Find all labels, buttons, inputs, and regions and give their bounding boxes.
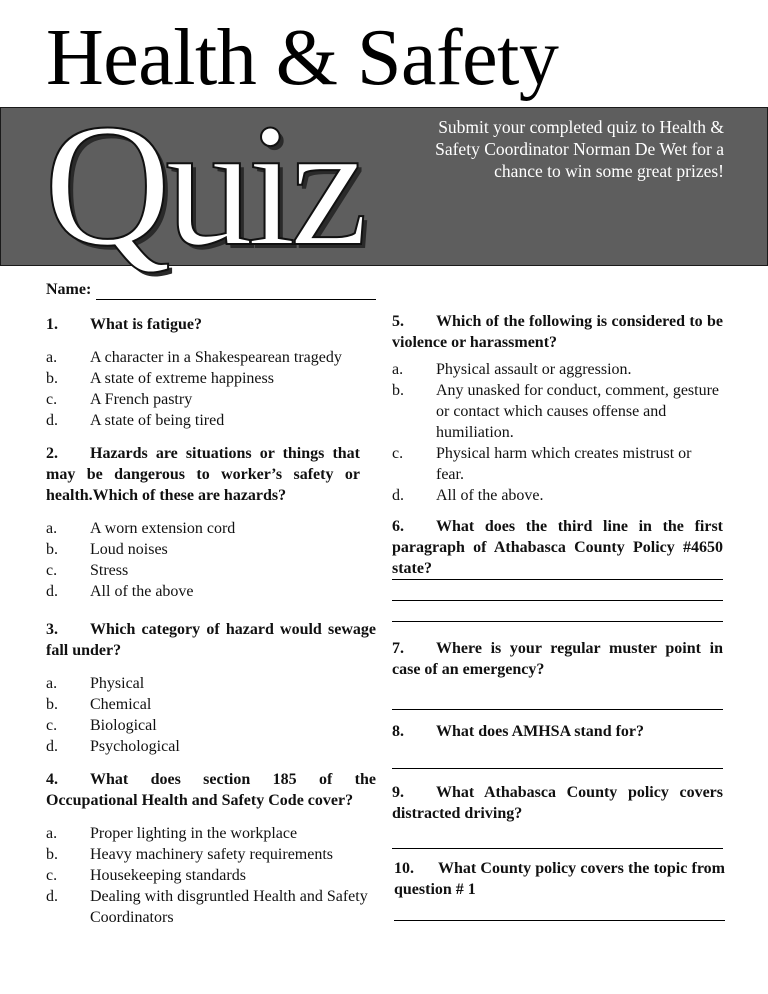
option-a[interactable]: a. Physical assault or aggression. <box>392 361 632 378</box>
option-c[interactable]: c. Stress <box>46 562 129 579</box>
option-c[interactable]: c. Housekeeping standards <box>46 867 246 884</box>
answer-line-6-3[interactable] <box>392 621 723 622</box>
question-8 <box>392 721 723 742</box>
name-label: Name: <box>46 281 92 298</box>
option-a[interactable]: a. Proper lighting in the workplace <box>46 825 298 842</box>
question-number: 1. <box>46 316 58 333</box>
question-1 <box>46 314 376 431</box>
option-b[interactable]: b. Loud noises <box>46 541 168 558</box>
option-d[interactable]: d. Psychological <box>46 738 180 755</box>
question-9 <box>392 782 723 824</box>
question-7 <box>392 638 723 680</box>
question-text: What is fatigue? <box>90 316 202 333</box>
answer-line-7[interactable] <box>392 709 723 710</box>
question-text: What does AMHSA stand for? <box>436 723 645 740</box>
question-text: Where is your regular muster point in case of an emergency? <box>392 640 723 678</box>
question-text: What does the third line in the first paragraph of Athabasca County Policy #4650 state? <box>392 518 723 577</box>
option-c[interactable]: c. Physical harm which creates mistrust or fear. <box>392 445 692 483</box>
answer-line-6-1[interactable] <box>392 579 723 580</box>
option-c[interactable]: c. A French pastry <box>46 391 193 408</box>
banner-text: Submit your completed quiz to Health & Safety Coordinator Norman De Wet for a chance to win some great prizes! <box>435 117 724 181</box>
question-text: What Athabasca County policy covers distracted driving? <box>392 784 723 822</box>
question-number: 8. <box>392 723 404 740</box>
option-d[interactable]: d. All of the above. <box>392 487 544 504</box>
name-field[interactable] <box>96 299 376 300</box>
quiz-word: Quiz <box>44 88 363 283</box>
question-text: What does section 185 of the Occupational Health and Safety Code cover? <box>46 771 376 809</box>
question-number: 10. <box>394 860 414 877</box>
option-b[interactable]: b. A state of extreme happiness <box>46 370 274 387</box>
question-4 <box>46 769 376 928</box>
question-number: 7. <box>392 640 404 657</box>
question-number: 9. <box>392 784 404 801</box>
answer-line-9[interactable] <box>392 848 723 849</box>
question-number: 6. <box>392 518 404 535</box>
option-d[interactable]: d. Dealing with disgruntled Health and Safety Coordinators <box>46 888 368 926</box>
question-text: Which of the following is considered to be violence or harassment? <box>392 313 723 351</box>
page-title: Health & Safety <box>46 14 559 102</box>
answer-line-6-2[interactable] <box>392 600 723 601</box>
option-c[interactable]: c. Biological <box>46 717 157 734</box>
question-number: 2. <box>46 445 58 462</box>
answer-line-8[interactable] <box>392 768 723 769</box>
question-number: 4. <box>46 771 58 788</box>
option-d[interactable]: d. All of the above <box>46 583 194 600</box>
question-2 <box>46 443 360 602</box>
question-6 <box>392 516 723 579</box>
question-number: 3. <box>46 621 58 638</box>
option-b[interactable]: b. Heavy machinery safety requirements <box>46 846 334 863</box>
option-b[interactable]: b. Chemical <box>46 696 152 713</box>
answer-line-10[interactable] <box>394 920 725 921</box>
question-text: Hazards are situations or things that may be dangerous to worker’s safety or health.Which of these are hazards? <box>46 445 360 504</box>
question-text: What County policy covers the topic from question # 1 <box>394 860 725 898</box>
option-a[interactable]: a. A worn extension cord <box>46 520 236 537</box>
option-a[interactable]: a. Physical <box>46 675 145 692</box>
question-10 <box>394 858 725 900</box>
option-d[interactable]: d. A state of being tired <box>46 412 225 429</box>
question-text: Which category of hazard would sewage fall under? <box>46 621 376 659</box>
question-5 <box>392 311 723 506</box>
option-a[interactable]: a. A character in a Shakespearean tragedy <box>46 349 342 366</box>
question-3 <box>46 619 376 757</box>
option-b[interactable]: b. Any unasked for conduct, comment, gesture or contact which causes offense and humiliation. <box>392 382 720 441</box>
question-number: 5. <box>392 313 404 330</box>
